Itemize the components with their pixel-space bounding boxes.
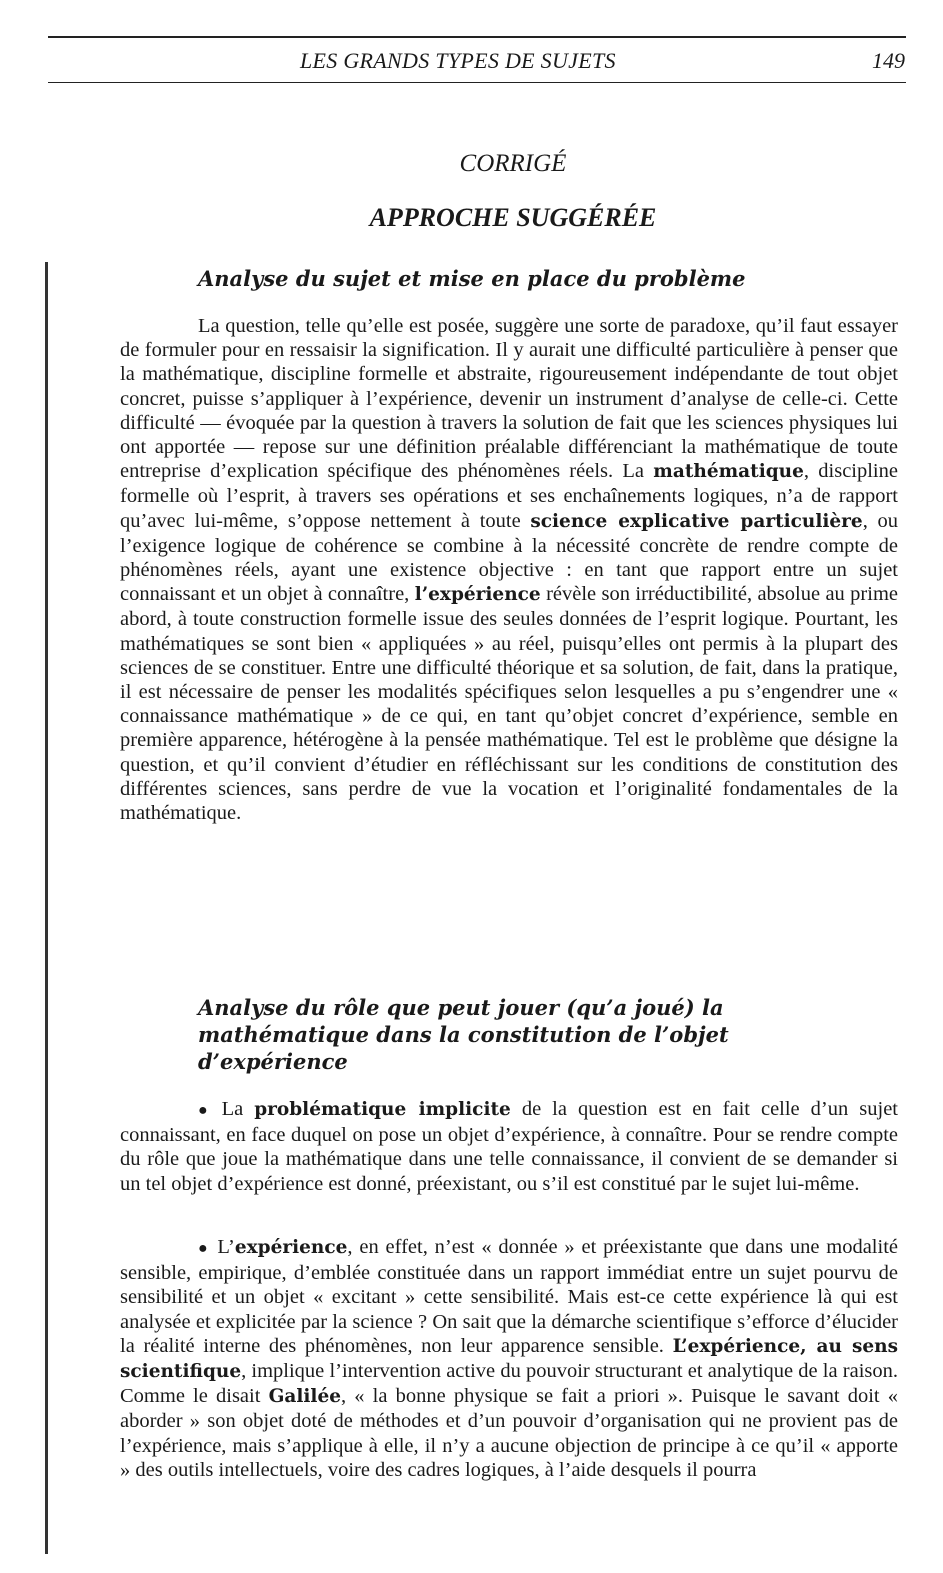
margin-bar bbox=[45, 262, 48, 1554]
text: La question, telle qu’elle est posée, suggère une sorte de paradoxe, qu’il faut essayer de formuler pour en ressaisir la signification. Il y aurait une difficulté particulière à penser que la mathématique, discipline formelle et abstraite, rigoureusement indépendante de tout objet concret, puisse s’appliquer à l’expérience, devenir un instrument d’analyse de celle-ci. Cette difficulté — évoquée par la question à travers la solution de fait que les sciences physiques lui ont apportée — repose sur une définition préalable différenciant la mathématique de toute entreprise d’explication spécifique des phénomènes réels. La bbox=[120, 315, 898, 483]
corrige-title: CORRIGÉ bbox=[459, 150, 567, 177]
bold-term: Galilée bbox=[268, 1386, 341, 1408]
bullet-icon: ● bbox=[198, 1102, 214, 1119]
paragraph-2 bbox=[120, 1097, 898, 1196]
text: , « la bonne physique se fait a priori ». Puisque le savant doit « aborder » son objet doté de méthodes et d’un pouvoir d’organisation qui ne provient pas de l’expérience, mais s’applique à elle, il n’y a aucune objection de principe à ce qu’il « apporte » des outils intellectuels, voire des cadres logiques, à l’aide desquels il pourra bbox=[120, 1385, 899, 1481]
header-rule-bottom bbox=[48, 82, 906, 83]
bold-term: L’expérience, au sens scientifique bbox=[120, 1335, 898, 1383]
text: révèle son irréductibilité, absolue au prime abord, à toute construction formelle issue des seules données de l’esprit logique. Pourtant, les mathématiques se sont bien « appliquées » au réel, puisqu’elles ont permis à la plupart des sciences de se constituer. Entre une difficulté théorique et sa solution, de fait, dans la pratique, il est nécessaire de penser les modalités spécifiques selon lesquelles a pu s’engendrer une « connaissance mathématique » de ce qui, en tant qu’objet concret d’expérience, semble en première apparence, hétérogène à la pensée mathématique. Tel est le problème que désigne la question, et qu’il convient d’étudier en réfléchissant sur les conditions de constitution des différentes sciences, sans perdre de vue la vocation et l’originalité fondamentales de la mathématique. bbox=[120, 583, 898, 825]
section-heading-1: Analyse du sujet et mise en place du problème bbox=[198, 266, 746, 291]
text: , ou l’exigence logique de cohérence se combine à la nécessité concrète de rendre compte de phénomènes réels, ayant une existence objective : en tant que rapport entre un sujet connaissant et un objet à connaître, bbox=[120, 509, 899, 606]
paragraph-1 bbox=[120, 314, 898, 825]
bullet-icon: ● bbox=[198, 1240, 210, 1257]
text: , implique l’intervention active du pouvoir structurant et analytique de la raison. Comme le disait bbox=[120, 1360, 898, 1408]
bold-term: expérience bbox=[234, 1237, 348, 1258]
page-number: 149 bbox=[872, 48, 905, 73]
section-heading-2: Analyse du rôle que peut jouer (qu’a joué) la mathématique dans la constitution de l’objet d’expérience bbox=[198, 995, 729, 1074]
text: La bbox=[221, 1098, 255, 1120]
bold-term: mathématique bbox=[653, 461, 804, 483]
bold-term: science explicative particulière bbox=[530, 510, 863, 532]
approche-title: APPROCHE SUGGÉRÉE bbox=[369, 203, 657, 232]
bold-term: problématique implicite bbox=[254, 1099, 511, 1120]
text: de la question est en fait celle d’un sujet connaissant, en face duquel on pose un objet d’expérience, à connaître. Pour se rendre compte du rôle que joue la mathématique dans une telle connaissance, il convient de se demander si un tel objet d’expérience est donné, préexistant, ou s’il est constitué par le sujet lui-même. bbox=[120, 1098, 898, 1195]
text: L’ bbox=[217, 1236, 235, 1258]
text: , discipline formelle où l’esprit, à travers ses opérations et ses enchaînements logiques, n’a de rapport qu’avec lui-même, s’oppose nettement à toute bbox=[120, 460, 898, 532]
bold-term: l’expérience bbox=[414, 584, 541, 606]
paragraph-3 bbox=[120, 1235, 898, 1482]
running-title: LES GRANDS TYPES DE SUJETS bbox=[300, 48, 616, 73]
text: , en effet, n’est « donnée » et préexistante que dans une modalité sensible, empirique, d’emblée constituée dans un rapport immédiat entre un sujet pourvu de sensibilité et un objet « excitant » cette sensibilité. Mais est-ce cette expérience là qui est analysée et explicitée par la science ? On sait que la démarche scientifique s’efforce d’élucider la réalité interne des phénomènes, non leur apparence sensible. bbox=[120, 1236, 898, 1357]
header-rule-top bbox=[48, 36, 906, 38]
